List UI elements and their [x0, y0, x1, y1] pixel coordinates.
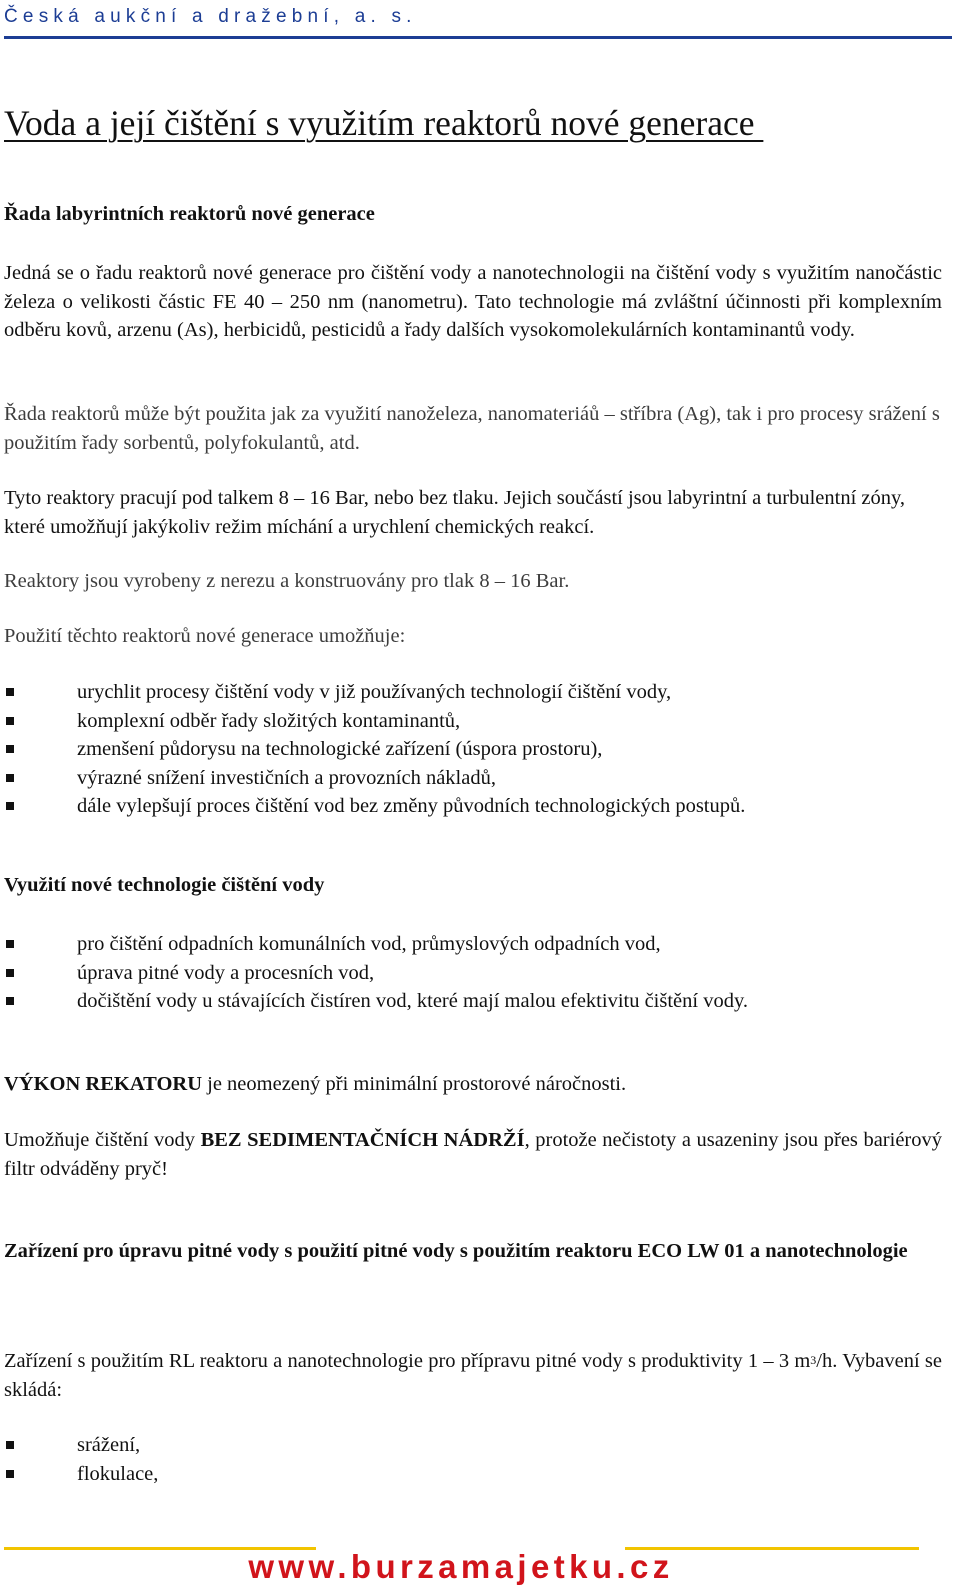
section-heading-applications: Využití nové technologie čištění vody: [4, 874, 325, 896]
bullet-square-icon: [6, 745, 14, 753]
bullet-square-icon: [6, 717, 14, 725]
bullet-square-icon: [6, 969, 14, 977]
paragraph-equipment: Zařízení s použitím RL reaktoru a nanotechnologie pro přípravu pitné vody s produktivity 1 – 3 $m^3/h$. Vybavení se skládá:: [4, 1350, 943, 1401]
bullet-square-icon: [6, 774, 14, 782]
section-heading-drinking-water: Zařízení pro úpravu pitné vody s použití pitné vody s použitím reaktoru ECO LW 01 a nanotechnologie: [4, 1240, 908, 1262]
section-heading-reactors: Řada labyrintních reaktorů nové generace: [4, 203, 375, 225]
paragraph-material: Reaktory jsou vyrobeny z nerezu a konstruovány pro tlak 8 – 16 Bar.: [4, 570, 570, 592]
list-item: flokulace,: [4, 1460, 158, 1489]
paragraph-no-sedimentation: Umožňuje čištění vody BEZ SEDIMENTAČNÍCH NÁDRŽÍ, protože nečistoty a usazeniny jsou přes bariérový filtr odváděny pryč!: [4, 1129, 942, 1180]
paragraph-pressure: Tyto reaktory pracují pod talkem 8 – 16 Bar, nebo bez tlaku. Jejich součástí jsou labyrintní a turbulentní zóny, které umožňují jakýkoliv režim míchání a urychlení chemických reakcí.: [4, 487, 906, 538]
list-item: pro čištění odpadních komunálních vod, průmyslových odpadních vod,: [4, 930, 748, 959]
equipment-list: [4, 1431, 158, 1488]
bullet-square-icon: [6, 802, 14, 810]
bullet-square-icon: [6, 1470, 14, 1478]
company-header: Česká aukční a dražební, a. s.: [4, 6, 417, 27]
document-title: Voda a její čištění s využitím reaktorů nové generace: [4, 103, 764, 143]
header-rule: [4, 36, 952, 39]
list-item: úprava pitné vody a procesních vod,: [4, 959, 748, 988]
list-item: srážení,: [4, 1431, 158, 1460]
bullet-square-icon: [6, 688, 14, 696]
footer-website-link[interactable]: www.burzamajetku.cz: [248, 1548, 674, 1585]
paragraph-usage: Řada reaktorů může být použita jak za využití nanoželeza, nanomateriáů – stříbra (Ag), tak i pro procesy srážení s použitím řady sorbentů, polyfokulantů, atd.: [4, 403, 940, 454]
benefits-list: [4, 678, 745, 821]
bullet-square-icon: [6, 997, 14, 1005]
list-item: zmenšení půdorysu na technologické zařízení (úspora prostoru),: [4, 735, 745, 764]
paragraph-performance: VÝKON REKATORU je neomezený při minimální prostorové náročnosti.: [4, 1073, 627, 1095]
paragraph-intro: Jedná se o řadu reaktorů nové generace pro čištění vody a nanotechnologii na čištění vody s využitím nanočástic železa o velikosti částic FE 40 – 250 nm (nanometru). Tato technologie má zvláštní účinnosti při komplexním odběru kovů, arzenu (As), herbicidů, pesticidů a řady dalších vysokomolekulárních kontaminantů vody.: [4, 262, 942, 341]
list-item: dočištění vody u stávajících čistíren vod, které mají malou efektivitu čištění vody.: [4, 987, 748, 1016]
list-item: urychlit procesy čištění vody v již používaných technologií čištění vody,: [4, 678, 745, 707]
paragraph-benefits-intro: Použití těchto reaktorů nové generace umožňuje:: [4, 625, 406, 647]
list-item: komplexní odběr řady složitých kontaminantů,: [4, 707, 745, 736]
list-item: dále vylepšují proces čištění vod bez změny původních technologických postupů.: [4, 792, 745, 821]
applications-list: [4, 930, 748, 1016]
bullet-square-icon: [6, 940, 14, 948]
list-item: výrazné snížení investičních a provozních nákladů,: [4, 764, 745, 793]
bullet-square-icon: [6, 1441, 14, 1449]
